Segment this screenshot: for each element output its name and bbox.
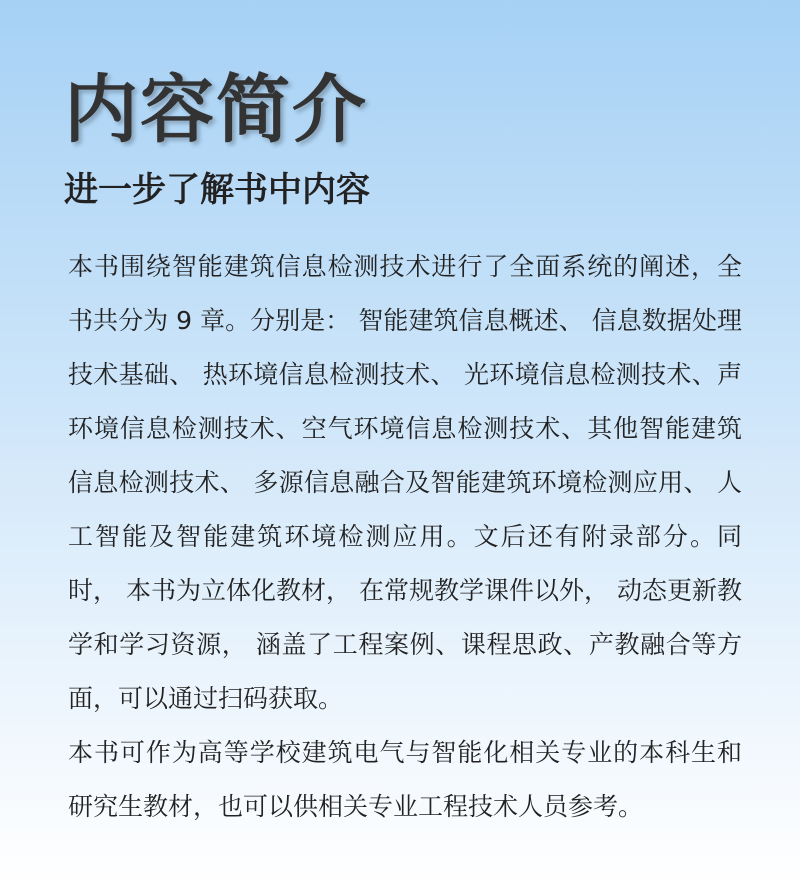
page-subtitle: 进一步了解书中内容 bbox=[64, 170, 370, 210]
intro-paragraph-2: 本书可作为高等学校建筑电气与智能化相关专业的本科生和研究生教材，也可以供相关专业工程技术人员参考。 bbox=[68, 738, 742, 821]
page-title: 内容简介 bbox=[64, 67, 368, 153]
intro-body bbox=[68, 240, 742, 834]
intro-paragraph-1: 本书围绕智能建筑信息检测技术进行了全面系统的阐述，全书共分为 9 章。分别是： 智能建筑信息概述、 信息数据处理技术基础、 热环境信息检测技术、 光环境信息检测技术、声环境信息检测技术、空气环境信息检测技术、其他智能建筑信息检测技术、 多源信息融合及智能建筑环境检测应用、 人工智能及智能建筑环境检测应用。文后还有附录部分。同时， 本书为立体化教材， 在常规教学课件以外， 动态更新教学和学习资源， 涵盖了工程案例、课程思政、产教融合等方面，可以通过扫码获取。 bbox=[68, 252, 742, 713]
